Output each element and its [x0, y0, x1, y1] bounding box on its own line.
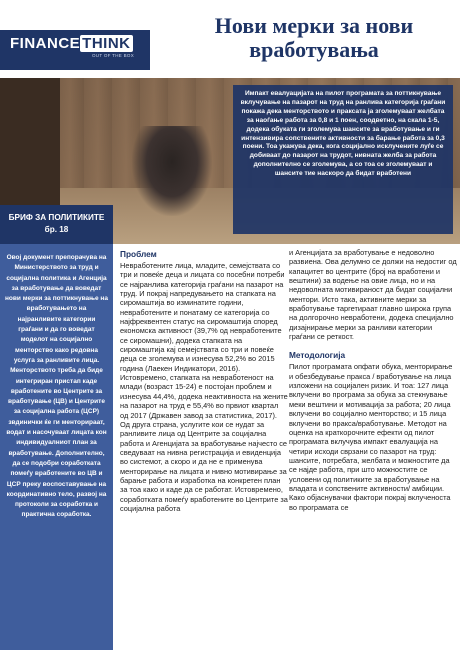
sidebar-text: Овој документ препорачува на Министерството за труд и социјална политика и Агенција за вработување да воведат нови мерки за поттикнување на вработувањето на најранливите категории граѓани и да го воведат моделот на социјално менторство како редовна услуга за ранливите лица. Менторството треба да биде интегриран пристап каде вработените во Центрите за вработување (ЦВ) и Центрите за социјална работа (ЦСР) звдинички ќе ги менторираат, водат и насочуваат лицата кон индивидуалниот план за вработување. Дополнително, да се подобри соработката помеѓу вработените во ЦВ и ЦСР преку воспоставување на координативно тело, развој на протоколи за соработка и практична соработка.	[5, 254, 108, 519]
financethink-logo	[10, 36, 150, 66]
logo-think: THINK	[82, 35, 131, 52]
logo-wordmark	[10, 36, 150, 52]
logo-finance: FINANCE	[10, 35, 81, 52]
recommendation-sidebar	[0, 244, 113, 650]
highlight-box: Импакт евалуацијата на пилот програмата за поттикнување вклучување на пазарот на труд на ранлива категорија граѓани покажа дека менторството и праксата ја зголемуваат желбата за наоѓање работа за 0,8 и 1 поен, соодветно, на скала 1-5, додека обуката ги зголемува шансите за вработување и ги интензивира сопствените активности за барање работа за 0,3 поени. Тоа укажува дека, кога социјално исклучените луѓе се добиваат до пазарот на трудот, нивната желба за работа дополнително се зголемува, а со тоа се зголемуваат и шансите тие наскоро да бидат вработени	[233, 85, 453, 234]
main-column-2	[289, 248, 457, 512]
problem-heading: Проблем	[120, 249, 157, 259]
brief-title: БРИФ ЗА ПОЛИТИКИТЕ	[8, 213, 105, 222]
main-column-1	[120, 248, 288, 513]
page-title: Нови мерки за нови вработувања	[214, 13, 414, 62]
policy-brief-label	[0, 205, 113, 244]
brief-number: бр. 18	[44, 225, 69, 234]
hero-doorway	[0, 78, 60, 208]
problem-text-continued: и Агенцијата за вработување е недоволно развиена. Ова делумно се должи на недостиг од капацитет во центрите (број на вработени и вештини) за водење на овие лица, но и на недоволната мотивираност да бидат социјални ментори. Исто така, активните мерки за вработување таргетираат главно широка група на долгорочно невработени, додека специјално дизајнирање мерки за ранливи категории граѓани се реткост.	[289, 248, 457, 342]
hero-figure	[132, 126, 212, 216]
logo-tagline: OUT OF THE BOX	[92, 53, 135, 58]
methodology-heading: Методологија	[289, 350, 346, 361]
problem-text: Невработените лица, младите, семејствата со три и повеќе деца и лицата со посебни потреби се најранлива категорија граѓани на пазарот на труд. И покрај напредувањето на стапката на сиромаштија во изминатите години, невработените и понатаму се категорија со најфреквентен статус на сиромаштија според економска активност (39,7% од невработените се сиромашни), додека стапката на сиромаштија кај семејствата со три и повеќе деца се зголемува и изнесува 52,2% во 2015 година (Лаекен Индикатори, 2016). Истовремено, стапката на невработеност на млади (возраст 15-24) е постојан проблем и изнесува 44,4%, додека неактивноста на жените на пазарот на труд е 55,4% во првиот квартал од 2017 (Државен завод за статистика, 2017). Од друга страна, услугите кои се нудат за ранливите лица од Центрите за социјална работа и Агенцијата за вработување најчесто се сведуваат на нивна регистрација и евиденција во системот, а скоро и да не е применува менторирање на лицата и нивно мотивирање за барање работа и изработка на конкретен план за тоа како и каде да се работат. Истовремено, соработката помеѓу вработените во Центрите за социјална работа	[120, 261, 288, 513]
methodology-text: Пилот програмата опфати обука, менторирање и обезбедување пракса / вработување на лица изложени на социјален ризик. И тоа: 127 лица вклучени во програма за обука за стекнување меки вештини и мотивација за работа; 20 лица вклучени во социјално менторство; и 15 лица вклучени во пракса/вработување. Методот на оценка на краткорочните ефекти од пилот програмата вклучува импакт евалуација на четири исходи сврзани со пазарот на труд: шансите, потребата, желбата и можностите да се најде работа, при што можностите се условени од политиките за вработување на владата и сопствените активности/ амбиции. Како објаснувачки фактори покрај вклученоста во програмата се	[289, 362, 453, 512]
